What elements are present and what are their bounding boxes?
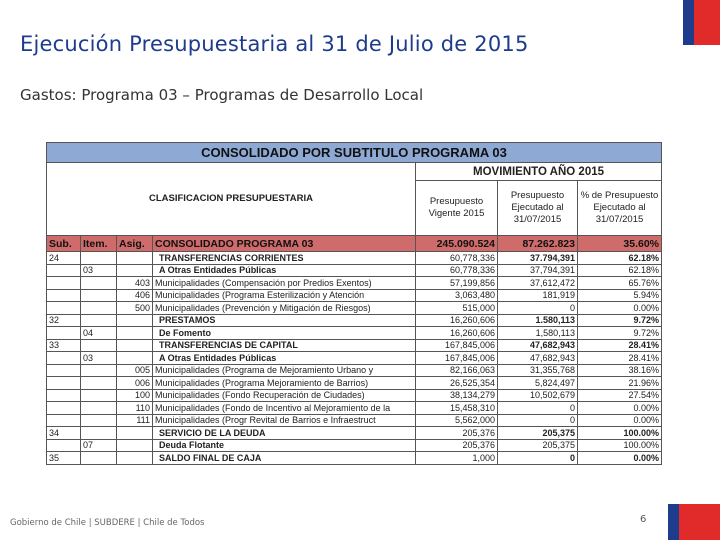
row-ejecutado: 1.580,113 [498, 314, 578, 327]
row-pct: 9.72% [578, 327, 662, 340]
col-asig-header: Asig. [117, 236, 153, 252]
row-ejecutado: 181,919 [498, 289, 578, 302]
table-row [47, 352, 662, 365]
row-asig: 005 [117, 364, 153, 377]
row-sub [47, 352, 81, 365]
row-sub [47, 289, 81, 302]
row-item: 03 [81, 352, 117, 365]
table-row [47, 414, 662, 427]
row-vigente: 16,260,606 [416, 314, 498, 327]
row-asig [117, 314, 153, 327]
row-vigente: 60,778,336 [416, 264, 498, 277]
row-vigente: 5,562,000 [416, 414, 498, 427]
row-item [81, 377, 117, 390]
row-item [81, 402, 117, 415]
row-vigente: 205,376 [416, 427, 498, 440]
row-description: SERVICIO DE LA DEUDA [153, 427, 416, 440]
table-row [47, 302, 662, 315]
row-vigente: 167,845,006 [416, 352, 498, 365]
row-pct: 5.94% [578, 289, 662, 302]
flag-stripe-red [694, 0, 720, 45]
row-item [81, 302, 117, 315]
row-ejecutado: 37,612,472 [498, 277, 578, 290]
consolidated-label: CONSOLIDADO PROGRAMA 03 [153, 236, 416, 252]
row-asig [117, 427, 153, 440]
row-sub: 33 [47, 339, 81, 352]
row-ejecutado: 1,580,113 [498, 327, 578, 340]
row-ejecutado: 0 [498, 452, 578, 465]
col-sub-header: Sub. [47, 236, 81, 252]
row-item [81, 339, 117, 352]
table-row [47, 252, 662, 265]
row-asig: 500 [117, 302, 153, 315]
consolidated-ejecutado: 87.262.823 [498, 236, 578, 252]
row-description: Municipalidades (Programa Mejoramiento de Barrios) [153, 377, 416, 390]
row-ejecutado: 0 [498, 302, 578, 315]
row-sub [47, 439, 81, 452]
col-ejecutado-header: Presupuesto Ejecutado al 31/07/2015 [498, 181, 578, 236]
row-ejecutado: 10,502,679 [498, 389, 578, 402]
row-vigente: 60,778,336 [416, 252, 498, 265]
col-vigente-header: Presupuesto Vigente 2015 [416, 181, 498, 236]
row-asig: 006 [117, 377, 153, 390]
row-item [81, 252, 117, 265]
row-asig: 100 [117, 389, 153, 402]
row-vigente: 82,166,063 [416, 364, 498, 377]
table-banner: CONSOLIDADO POR SUBTITULO PROGRAMA 03 [47, 143, 662, 163]
table-banner-row [47, 143, 662, 163]
row-asig [117, 352, 153, 365]
row-ejecutado: 37.794,391 [498, 252, 578, 265]
row-ejecutado: 205,375 [498, 427, 578, 440]
row-ejecutado: 37,794,391 [498, 264, 578, 277]
row-sub [47, 402, 81, 415]
row-vigente: 57,199,856 [416, 277, 498, 290]
footer-text: Gobierno de Chile | SUBDERE | Chile de Todos [10, 518, 205, 528]
table-row [47, 439, 662, 452]
table-row [47, 264, 662, 277]
row-vigente: 15,458,310 [416, 402, 498, 415]
row-item [81, 452, 117, 465]
row-sub [47, 414, 81, 427]
row-asig [117, 327, 153, 340]
row-asig [117, 264, 153, 277]
table-row [47, 314, 662, 327]
row-ejecutado: 31,355,768 [498, 364, 578, 377]
row-pct: 0.00% [578, 452, 662, 465]
row-pct: 65.76% [578, 277, 662, 290]
row-description: Municipalidades (Fondo Recuperación de Ciudades) [153, 389, 416, 402]
row-pct: 100.00% [578, 439, 662, 452]
row-ejecutado: 47,682,943 [498, 339, 578, 352]
row-pct: 21.96% [578, 377, 662, 390]
row-description: TRANSFERENCIAS DE CAPITAL [153, 339, 416, 352]
table-row [47, 364, 662, 377]
row-item [81, 277, 117, 290]
row-description: Municipalidades (Fondo de Incentivo al Mejoramiento de la [153, 402, 416, 415]
row-item [81, 427, 117, 440]
row-description: TRANSFERENCIAS CORRIENTES [153, 252, 416, 265]
row-vigente: 38,134,279 [416, 389, 498, 402]
table-body [47, 252, 662, 465]
consolidated-vigente: 245.090.524 [416, 236, 498, 252]
table-row [47, 289, 662, 302]
row-pct: 9.72% [578, 314, 662, 327]
row-vigente: 515,000 [416, 302, 498, 315]
row-sub: 24 [47, 252, 81, 265]
row-item [81, 289, 117, 302]
row-vigente: 26,525,354 [416, 377, 498, 390]
consolidated-row [47, 236, 662, 252]
row-vigente: 1,000 [416, 452, 498, 465]
table-row [47, 452, 662, 465]
row-vigente: 16,260,606 [416, 327, 498, 340]
row-item [81, 364, 117, 377]
row-asig: 403 [117, 277, 153, 290]
row-sub [47, 327, 81, 340]
row-item: 04 [81, 327, 117, 340]
row-pct: 0.00% [578, 302, 662, 315]
row-description: PRESTAMOS [153, 314, 416, 327]
row-sub [47, 302, 81, 315]
row-asig [117, 339, 153, 352]
row-sub [47, 277, 81, 290]
row-pct: 0.00% [578, 402, 662, 415]
row-asig [117, 439, 153, 452]
row-description: Deuda Flotante [153, 439, 416, 452]
row-sub [47, 377, 81, 390]
row-pct: 28.41% [578, 339, 662, 352]
row-asig: 110 [117, 402, 153, 415]
table-header-row-1 [47, 163, 662, 181]
row-description: Municipalidades (Progr Revital de Barrios e Infraestruct [153, 414, 416, 427]
row-vigente: 3,063,480 [416, 289, 498, 302]
classification-header: CLASIFICACION PRESUPUESTARIA [47, 163, 416, 236]
row-ejecutado: 0 [498, 414, 578, 427]
table-row [47, 427, 662, 440]
row-asig [117, 452, 153, 465]
page-number: 6 [640, 514, 647, 525]
row-item [81, 314, 117, 327]
row-asig [117, 252, 153, 265]
budget-table [46, 142, 662, 465]
row-pct: 38.16% [578, 364, 662, 377]
row-ejecutado: 0 [498, 402, 578, 415]
row-item [81, 389, 117, 402]
movement-header: MOVIMIENTO AÑO 2015 [416, 163, 662, 181]
row-item [81, 414, 117, 427]
table-row [47, 277, 662, 290]
row-ejecutado: 47,682,943 [498, 352, 578, 365]
flag-stripe-blue [683, 0, 694, 45]
table-row [47, 327, 662, 340]
row-sub: 34 [47, 427, 81, 440]
row-ejecutado: 205,375 [498, 439, 578, 452]
page-subtitle: Gastos: Programa 03 – Programas de Desarrollo Local [20, 86, 424, 104]
table-row [47, 339, 662, 352]
row-pct: 62.18% [578, 252, 662, 265]
col-item-header: Item. [81, 236, 117, 252]
row-description: A Otras Entidades Públicas [153, 352, 416, 365]
budget-table-container [46, 142, 661, 465]
row-description: Municipalidades (Programa de Mejoramiento Urbano y [153, 364, 416, 377]
row-description: Municipalidades (Programa Esterilización y Atención [153, 289, 416, 302]
row-vigente: 205,376 [416, 439, 498, 452]
row-description: A Otras Entidades Públicas [153, 264, 416, 277]
row-description: SALDO FINAL DE CAJA [153, 452, 416, 465]
table-row [47, 389, 662, 402]
row-description: Municipalidades (Compensación por Predios Exentos) [153, 277, 416, 290]
row-ejecutado: 5,824,497 [498, 377, 578, 390]
table-row [47, 402, 662, 415]
row-sub [47, 389, 81, 402]
row-sub [47, 364, 81, 377]
page-title: Ejecución Presupuestaria al 31 de Julio de 2015 [20, 32, 529, 56]
footer-flag-stripe-blue [668, 504, 679, 540]
row-pct: 100.00% [578, 427, 662, 440]
row-pct: 27.54% [578, 389, 662, 402]
row-item: 03 [81, 264, 117, 277]
row-sub: 35 [47, 452, 81, 465]
table-row [47, 377, 662, 390]
row-item: 07 [81, 439, 117, 452]
consolidated-pct: 35.60% [578, 236, 662, 252]
row-pct: 62.18% [578, 264, 662, 277]
footer-flag-stripe-red [679, 504, 720, 540]
row-pct: 0.00% [578, 414, 662, 427]
row-description: Municipalidades (Prevención y Mitigación de Riesgos) [153, 302, 416, 315]
row-pct: 28.41% [578, 352, 662, 365]
row-sub: 32 [47, 314, 81, 327]
row-asig: 111 [117, 414, 153, 427]
row-vigente: 167,845,006 [416, 339, 498, 352]
row-sub [47, 264, 81, 277]
row-description: De Fomento [153, 327, 416, 340]
row-asig: 406 [117, 289, 153, 302]
col-pct-header: % de Presupuesto Ejecutado al 31/07/2015 [578, 181, 662, 236]
